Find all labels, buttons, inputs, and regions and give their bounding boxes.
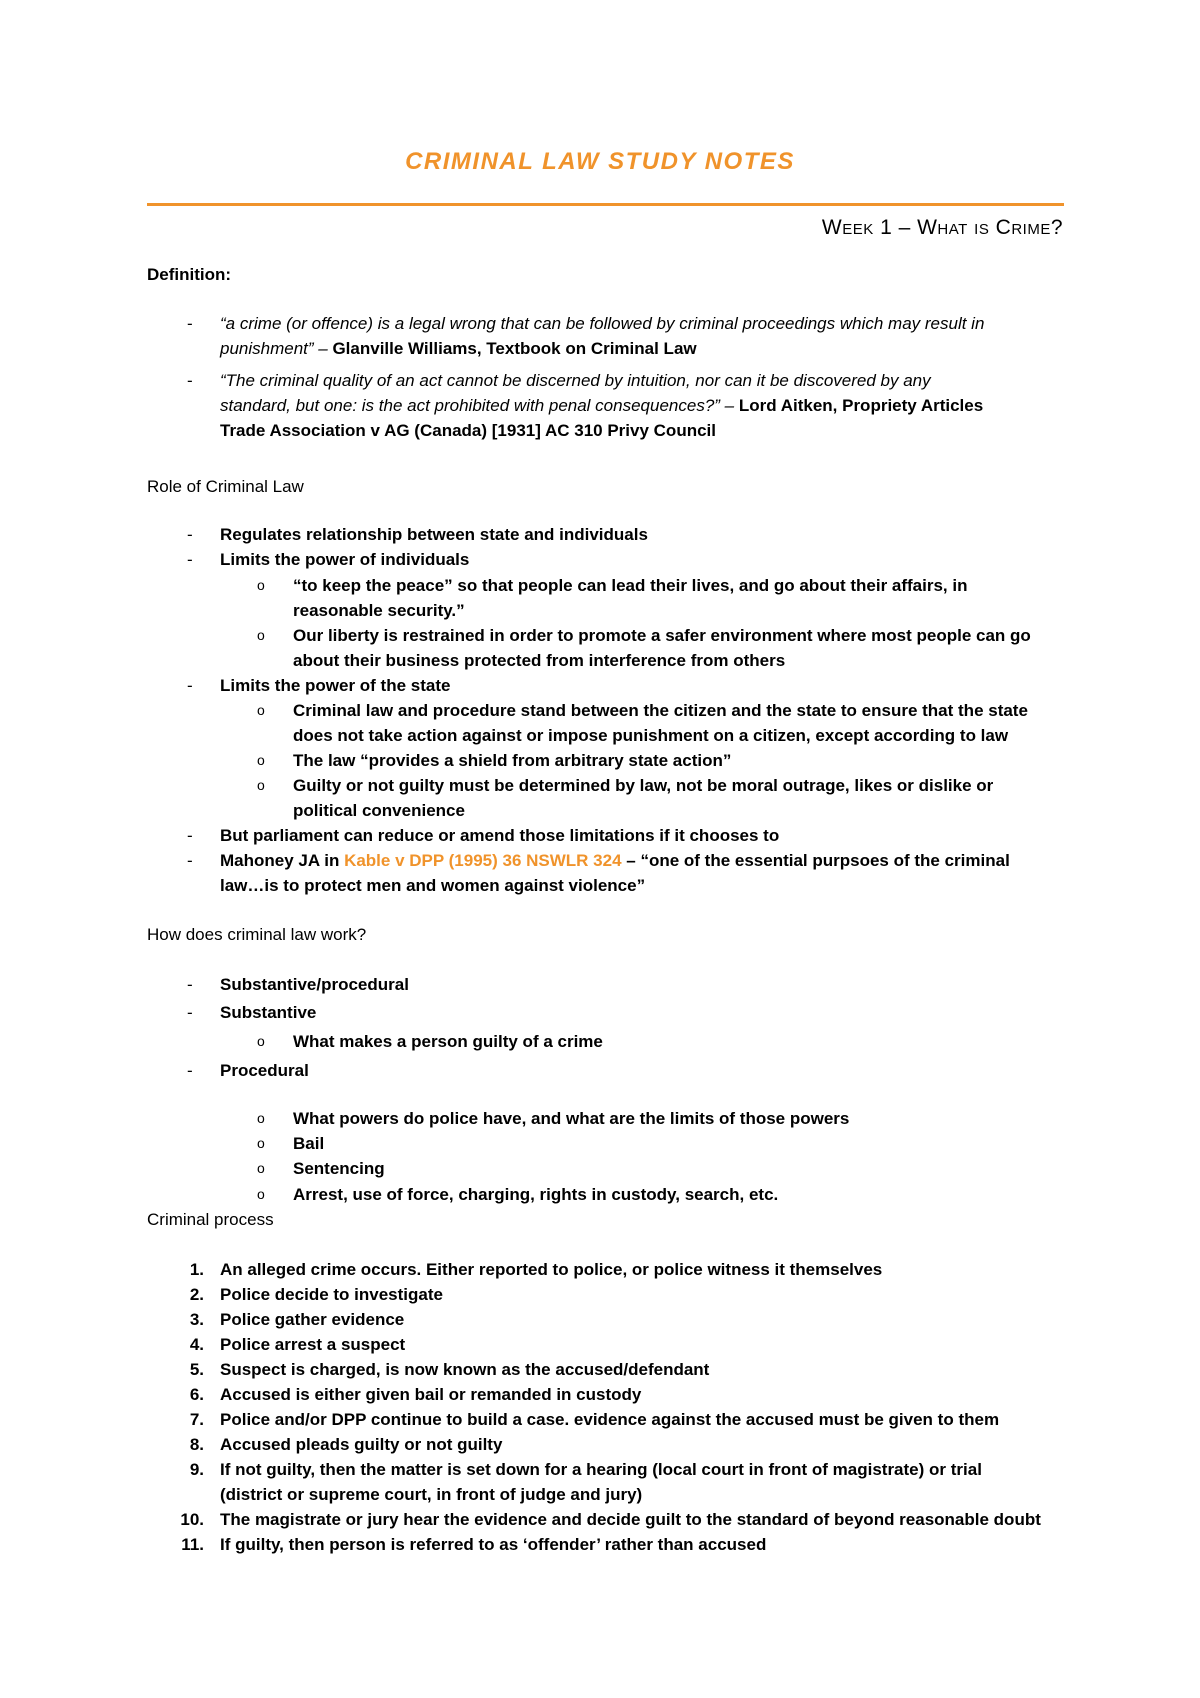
sub-bullet: o <box>257 702 265 718</box>
sub-list-item: Criminal law and procedure stand between the citizen and the state to ensure that the state does not take action against or impose punishment on a citizen, except according to law <box>293 701 1028 745</box>
list-dash: - <box>187 1003 193 1022</box>
list-dash: - <box>187 371 193 390</box>
sub-list-item: The law “provides a shield from arbitrary state action” <box>293 751 732 770</box>
list-number: 8. <box>189 1435 204 1454</box>
process-step: Accused pleads guilty or not guilty <box>220 1435 503 1454</box>
sub-list-item: Arrest, use of force, charging, rights in custody, search, etc. <box>293 1185 779 1204</box>
list-item: Limits the power of the state <box>220 676 451 695</box>
case-citation: Kable v DPP (1995) 36 NSWLR 324 <box>344 851 622 870</box>
list-number: 9. <box>189 1460 204 1479</box>
sub-list-item: Sentencing <box>293 1159 385 1178</box>
sub-bullet: o <box>257 1110 265 1126</box>
quote-source: Lord Aitken, Propriety Articles <box>738 396 984 415</box>
list-dash: - <box>187 851 193 870</box>
sub-list-item: “to keep the peace” so that people can lead their lives, and go about their affairs, in reasonable security.” <box>293 576 968 620</box>
list-number: 10. <box>180 1510 204 1529</box>
list-dash: - <box>187 550 193 569</box>
quote-text: standard, but one: is the act prohibited with penal consequences?” – <box>220 396 739 415</box>
list-number: 3. <box>189 1310 204 1329</box>
sub-bullet: o <box>257 1160 265 1176</box>
sub-bullet: o <box>257 752 265 768</box>
process-step: Suspect is charged, is now known as the accused/defendant <box>220 1360 710 1379</box>
process-step: An alleged crime occurs. Either reported to police, or police witness it themselves <box>220 1260 883 1279</box>
list-number: 7. <box>189 1410 204 1429</box>
list-number: 2. <box>189 1285 204 1304</box>
sub-bullet: o <box>257 1033 265 1049</box>
process-step: The magistrate or jury hear the evidence and decide guilt to the standard of beyond reasonable doubt <box>220 1510 1041 1529</box>
list-item: Limits the power of individuals <box>220 550 470 569</box>
quote-source: Glanville Williams, Textbook on Criminal Law <box>332 339 697 358</box>
definition-quote-1 <box>220 311 1070 361</box>
list-item: Regulates relationship between state and individuals <box>220 525 648 544</box>
sub-list-item: What makes a person guilty of a crime <box>293 1032 603 1051</box>
sub-list-item: Our liberty is restrained in order to promote a safer environment where most people can go about their business protected from interference from others <box>293 626 1031 670</box>
list-number: 4. <box>189 1335 204 1354</box>
sub-bullet: o <box>257 777 265 793</box>
quote-text: “The criminal quality of an act cannot be discerned by intuition, nor can it be discovered by any <box>220 371 931 390</box>
quote-text: punishment” – <box>220 339 333 358</box>
list-dash: - <box>187 676 193 695</box>
list-item: Substantive <box>220 1003 317 1022</box>
process-step: Accused is either given bail or remanded in custody <box>220 1385 642 1404</box>
title-divider <box>147 203 1064 206</box>
process-step: Police gather evidence <box>220 1310 405 1329</box>
list-number: 11. <box>181 1535 204 1554</box>
sub-bullet: o <box>257 627 265 643</box>
list-item: Procedural <box>220 1061 309 1080</box>
list-dash: - <box>187 826 193 845</box>
week-heading: Week 1 – What is Crime? <box>821 216 1063 239</box>
sub-list-item: Guilty or not guilty must be determined by law, not be moral outrage, likes or dislike or political convenience <box>293 776 994 820</box>
list-item: Mahoney JA in Kable v DPP (1995) 36 NSWLR 324 – “one of the essential purpsoes of the criminal law…is to protect men and women against violence” <box>220 851 1010 895</box>
process-step: Police arrest a suspect <box>220 1335 406 1354</box>
list-item: Substantive/procedural <box>220 975 409 994</box>
process-step: If not guilty, then the matter is set down for a hearing (local court in front of magistrate) or trial (district or supreme court, in front of judge and jury) <box>220 1460 982 1504</box>
sub-bullet: o <box>257 1186 265 1202</box>
list-dash: - <box>187 1061 193 1080</box>
list-number: 5. <box>189 1360 204 1379</box>
list-dash: - <box>187 314 193 333</box>
list-number: 1. <box>189 1260 204 1279</box>
quote-text: “a crime (or offence) is a legal wrong that can be followed by criminal proceedings which may result in <box>220 314 985 333</box>
process-heading: Criminal process <box>147 1210 274 1229</box>
list-dash: - <box>187 525 193 544</box>
sub-list-item: What powers do police have, and what are the limits of those powers <box>293 1109 850 1128</box>
process-step: Police decide to investigate <box>220 1285 443 1304</box>
role-heading: Role of Criminal Law <box>147 477 304 496</box>
document-title: CRIMINAL LAW STUDY NOTES <box>405 148 795 175</box>
how-heading: How does criminal law work? <box>147 925 367 944</box>
process-step: Police and/or DPP continue to build a case. evidence against the accused must be given to them <box>220 1410 1000 1429</box>
process-step: If guilty, then person is referred to as ‘offender’ rather than accused <box>220 1535 767 1554</box>
sub-bullet: o <box>257 577 265 593</box>
sub-bullet: o <box>257 1135 265 1151</box>
sub-list-item: Bail <box>293 1134 325 1153</box>
quote-source: Trade Association v AG (Canada) [1931] AC 310 Privy Council <box>220 421 716 440</box>
definition-quote-2 <box>220 368 1070 443</box>
list-number: 6. <box>189 1385 204 1404</box>
list-dash: - <box>187 975 193 994</box>
list-item: But parliament can reduce or amend those limitations if it chooses to <box>220 826 780 845</box>
definition-heading: Definition: <box>147 265 232 284</box>
